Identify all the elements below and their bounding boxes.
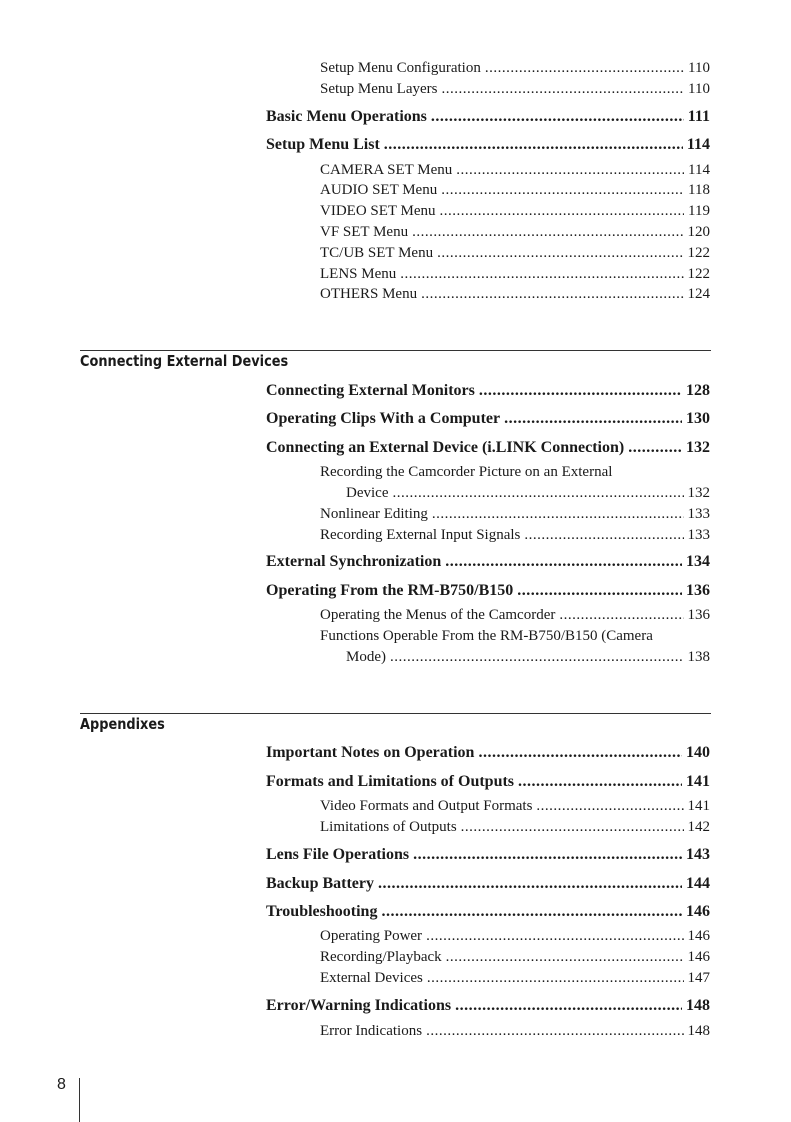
dot-leader <box>413 846 682 864</box>
toc-entry[interactable] <box>266 553 710 571</box>
toc-entry-page: 141 <box>687 798 710 814</box>
toc-entry[interactable] <box>266 875 710 893</box>
toc-entry[interactable] <box>266 846 710 864</box>
toc-entry[interactable] <box>320 949 710 966</box>
toc-entry[interactable] <box>320 162 710 179</box>
toc-entry-page: 120 <box>687 224 710 240</box>
toc-entry-title: Basic Menu Operations <box>266 108 427 125</box>
toc-entry-title: Recording External Input Signals <box>320 527 521 543</box>
toc-entry[interactable] <box>266 903 710 921</box>
toc-entry-page: 146 <box>687 949 710 965</box>
toc-entry-title: LENS Menu <box>320 266 397 282</box>
toc-entry-page: 122 <box>687 266 710 282</box>
toc-entry-page: 146 <box>687 928 710 944</box>
toc-entry-title: VIDEO SET Menu <box>320 203 436 219</box>
toc-entry-page: 134 <box>686 553 710 570</box>
toc-entry[interactable] <box>320 970 710 987</box>
toc-entry-title: Troubleshooting <box>266 903 378 920</box>
page-number-divider <box>79 1078 80 1122</box>
toc-entry[interactable] <box>320 60 710 77</box>
toc-entry-page: 110 <box>688 60 710 76</box>
toc-entry-page: 128 <box>686 382 710 399</box>
toc-entry[interactable] <box>320 928 710 945</box>
toc-entry[interactable] <box>320 1023 710 1040</box>
toc-entry-title: Operating Clips With a Computer <box>266 410 501 427</box>
toc-entry-title: Video Formats and Output Formats <box>320 798 533 814</box>
toc-entry[interactable] <box>320 527 710 544</box>
toc-entry[interactable] <box>266 382 710 400</box>
section-title: Appendixes <box>80 715 165 733</box>
dot-leader <box>456 162 684 179</box>
toc-entry[interactable] <box>320 81 710 98</box>
toc-entry[interactable] <box>266 582 710 600</box>
dot-leader <box>426 928 683 945</box>
toc-entry-title: Recording/Playback <box>320 949 442 965</box>
dot-leader <box>445 553 682 571</box>
toc-entry[interactable] <box>346 649 710 666</box>
dot-leader <box>440 203 685 220</box>
toc-entry[interactable] <box>320 607 710 624</box>
section-divider <box>80 713 711 714</box>
toc-entry[interactable] <box>320 182 710 199</box>
toc-entry[interactable] <box>266 744 710 762</box>
toc-entry[interactable] <box>266 997 710 1015</box>
toc-entry-title: Operating Power <box>320 928 423 944</box>
toc-entry-title: Formats and Limitations of Outputs <box>266 773 515 790</box>
toc-entry-title: Limitations of Outputs <box>320 819 457 835</box>
toc-entry-page: 133 <box>687 506 710 522</box>
toc-entry-page: 144 <box>686 875 710 892</box>
toc-entry[interactable] <box>266 773 710 791</box>
dot-leader <box>421 286 683 303</box>
page-number: 8 <box>57 1076 66 1093</box>
toc-entry-title: Backup Battery <box>266 875 374 892</box>
toc-entry-page: 111 <box>687 108 710 125</box>
toc-entry-title: Nonlinear Editing <box>320 506 428 522</box>
toc-entry-page: 140 <box>686 744 710 761</box>
toc-entry[interactable] <box>346 485 710 502</box>
dot-leader <box>441 182 684 199</box>
dot-leader <box>536 798 683 815</box>
dot-leader <box>485 60 684 77</box>
toc-entry-title: Setup Menu Configuration <box>320 60 481 76</box>
toc-entry-title: Connecting External Monitors <box>266 382 475 399</box>
toc-entry-title: Setup Menu Layers <box>320 81 438 97</box>
toc-entry-page: 138 <box>687 649 710 665</box>
dot-leader <box>478 744 682 762</box>
toc-entry-page: 119 <box>688 203 710 219</box>
toc-entry[interactable] <box>320 819 710 836</box>
toc-entry-title: OTHERS Menu <box>320 286 418 302</box>
dot-leader <box>431 108 684 126</box>
dot-leader <box>479 382 682 400</box>
toc-entry-page: 147 <box>687 970 710 986</box>
toc-entry-title-continued: Device <box>346 485 389 501</box>
toc-entry[interactable] <box>320 245 710 262</box>
toc-entry[interactable] <box>320 203 710 220</box>
toc-entry-title: Setup Menu List <box>266 136 380 153</box>
dot-leader <box>384 136 683 154</box>
toc-entry-title: CAMERA SET Menu <box>320 162 453 178</box>
dot-leader <box>437 245 683 262</box>
dot-leader <box>455 997 682 1015</box>
toc-entry-title: Error/Warning Indications <box>266 997 452 1014</box>
toc-entry-page: 136 <box>686 582 710 599</box>
toc-entry-page: 130 <box>686 410 710 427</box>
dot-leader <box>400 266 683 283</box>
dot-leader <box>504 410 682 428</box>
toc-entry[interactable] <box>266 410 710 428</box>
toc-entry-page: 143 <box>686 846 710 863</box>
section-divider <box>80 350 711 351</box>
toc-entry[interactable] <box>266 136 710 154</box>
toc-entry-title: Connecting an External Device (i.LINK Connection) <box>266 439 625 456</box>
toc-entry-page: 148 <box>686 997 710 1014</box>
toc-entry-page: 141 <box>686 773 710 790</box>
toc-entry[interactable] <box>320 266 710 283</box>
toc-entry[interactable] <box>320 286 710 303</box>
dot-leader <box>392 485 683 502</box>
toc-entry-page: 122 <box>687 245 710 261</box>
toc-entry-title: External Synchronization <box>266 553 442 570</box>
toc-entry-page: 136 <box>687 607 710 623</box>
dot-leader <box>432 506 684 523</box>
toc-entry[interactable] <box>320 224 710 241</box>
dot-leader <box>559 607 683 624</box>
dot-leader <box>517 582 682 600</box>
toc-entry-page: 146 <box>686 903 710 920</box>
toc-entry-page: 132 <box>687 485 710 501</box>
dot-leader <box>381 903 682 921</box>
dot-leader <box>426 1023 683 1040</box>
dot-leader <box>441 81 684 98</box>
dot-leader <box>518 773 682 791</box>
toc-entry-page: 133 <box>687 527 710 543</box>
toc-entry-page: 148 <box>687 1023 710 1039</box>
toc-entry[interactable] <box>320 798 710 815</box>
toc-entry-title: VF SET Menu <box>320 224 409 240</box>
toc-entry-page: 114 <box>686 136 710 153</box>
toc-entry-page: 118 <box>688 182 710 198</box>
toc-entry-title: TC/UB SET Menu <box>320 245 434 261</box>
toc-entry-page: 132 <box>686 439 710 456</box>
toc-entry-title: Error Indications <box>320 1023 423 1039</box>
toc-entry-page: 124 <box>687 286 710 302</box>
dot-leader <box>390 649 684 666</box>
toc-entry-page: 110 <box>688 81 710 97</box>
dot-leader <box>628 439 682 457</box>
dot-leader <box>427 970 684 987</box>
toc-entry-title[interactable]: Recording the Camcorder Picture on an External <box>320 464 613 480</box>
dot-leader <box>378 875 682 893</box>
dot-leader <box>446 949 684 966</box>
toc-entry[interactable] <box>266 108 710 126</box>
toc-entry-title: Lens File Operations <box>266 846 410 863</box>
toc-entry-title[interactable]: Functions Operable From the RM-B750/B150 (Camera <box>320 628 653 644</box>
dot-leader <box>412 224 683 241</box>
toc-entry-page: 114 <box>688 162 710 178</box>
toc-entry-title: External Devices <box>320 970 423 986</box>
toc-entry-title: AUDIO SET Menu <box>320 182 438 198</box>
toc-entry-page: 142 <box>687 819 710 835</box>
toc-entry-title: Important Notes on Operation <box>266 744 475 761</box>
dot-leader <box>524 527 683 544</box>
section-title: Connecting External Devices <box>80 352 289 370</box>
toc-entry[interactable] <box>320 506 710 523</box>
dot-leader <box>461 819 684 836</box>
toc-entry[interactable] <box>266 439 710 457</box>
toc-entry-title: Operating the Menus of the Camcorder <box>320 607 556 623</box>
toc-entry-title-continued: Mode) <box>346 649 386 665</box>
toc-entry-title: Operating From the RM-B750/B150 <box>266 582 514 599</box>
